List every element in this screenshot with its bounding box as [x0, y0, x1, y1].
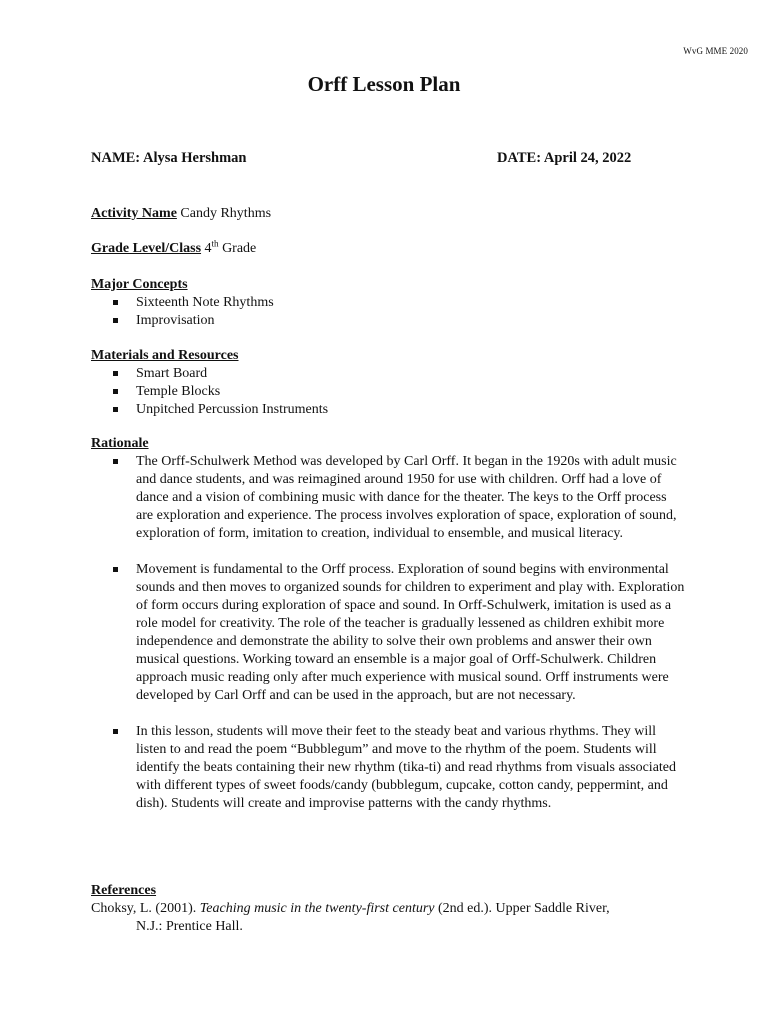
references-section	[91, 882, 611, 936]
materials-list	[91, 365, 691, 419]
date-line	[497, 150, 631, 167]
rationale-list	[91, 453, 686, 813]
activity-value: Candy Rhythms	[180, 206, 272, 221]
list-item: Sixteenth Note Rhythms	[91, 294, 691, 312]
grade-rest: Grade	[218, 241, 257, 256]
grade-section	[91, 240, 691, 258]
date-label: DATE:	[497, 150, 542, 166]
name-label: NAME:	[91, 150, 141, 166]
list-item: Smart Board	[91, 365, 691, 383]
major-concepts-heading: Major Concepts	[91, 277, 188, 292]
major-concepts-list	[91, 294, 691, 330]
materials-heading: Materials and Resources	[91, 348, 239, 363]
reference-entry	[91, 900, 611, 936]
reference-author: Choksy, L. (2001).	[91, 901, 200, 916]
activity-section	[91, 205, 691, 223]
header-note: WvG MME 2020	[683, 46, 748, 56]
name-value: Alysa Hershman	[142, 150, 247, 166]
list-item: Unpitched Percussion Instruments	[91, 401, 691, 419]
list-item: Temple Blocks	[91, 383, 691, 401]
grade-suffix: th	[211, 238, 219, 249]
activity-label: Activity Name	[91, 206, 177, 221]
references-heading: References	[91, 883, 157, 898]
reference-title: Teaching music in the twenty-first century	[199, 901, 435, 916]
reference-publisher: (2nd ed.). Upper Saddle River, N.J.: Prentice Hall.	[136, 901, 610, 934]
list-item: Improvisation	[91, 312, 691, 330]
grade-label: Grade Level/Class	[91, 241, 202, 256]
list-item: In this lesson, students will move their feet to the steady beat and various rhythms. They will listen to and read the poem “Bubblegum” and move to the rhythm of the poem. Students will identify the beats containing their new rhythm (tika-ti) and read rhythms from visuals associated with different types of sweet foods/candy (bubblegum, cupcake, cotton candy, peppermint, and dish). Students will create and improvise patterns with the candy rhythms.	[91, 723, 686, 813]
grade-value	[204, 238, 257, 256]
name-line	[91, 150, 247, 167]
rationale-heading: Rationale	[91, 436, 149, 451]
page-title: Orff Lesson Plan	[307, 72, 461, 96]
grade-number: 4	[204, 241, 212, 256]
list-item: The Orff-Schulwerk Method was developed by Carl Orff. It began in the 1920s with adult music and dance students, and was reimagined around 1950 for use with children. Orff had a love of dance and a vision of combining music with dance for the theater. The keys to the Orff process are exploration and experience. The process involves exploration of space, exploration of sound, exploration of form, imitation to creation, individual to ensemble, and musical literacy.	[91, 453, 686, 543]
list-item: Movement is fundamental to the Orff process. Exploration of sound begins with environmental sounds and then moves to organized sounds for children to experiment and play with. Exploration of form occurs during exploration of space and sound. In Orff-Schulwerk, imitation is used as a role model for creativity. The role of the teacher is gradually lessened as children exhibit more independence and demonstrate the ability to solve their own problems and answer their own musical questions. Working toward an ensemble is a major goal of Orff-Schulwerk. Children approach music reading only after much experience with musical sound. Orff instruments were developed by Carl Orff and can be used in the approach, but are not necessary.	[91, 561, 686, 705]
date-value: April 24, 2022	[543, 150, 632, 166]
materials-section	[91, 347, 691, 419]
major-concepts-section	[91, 276, 691, 330]
rationale-section	[91, 435, 686, 813]
